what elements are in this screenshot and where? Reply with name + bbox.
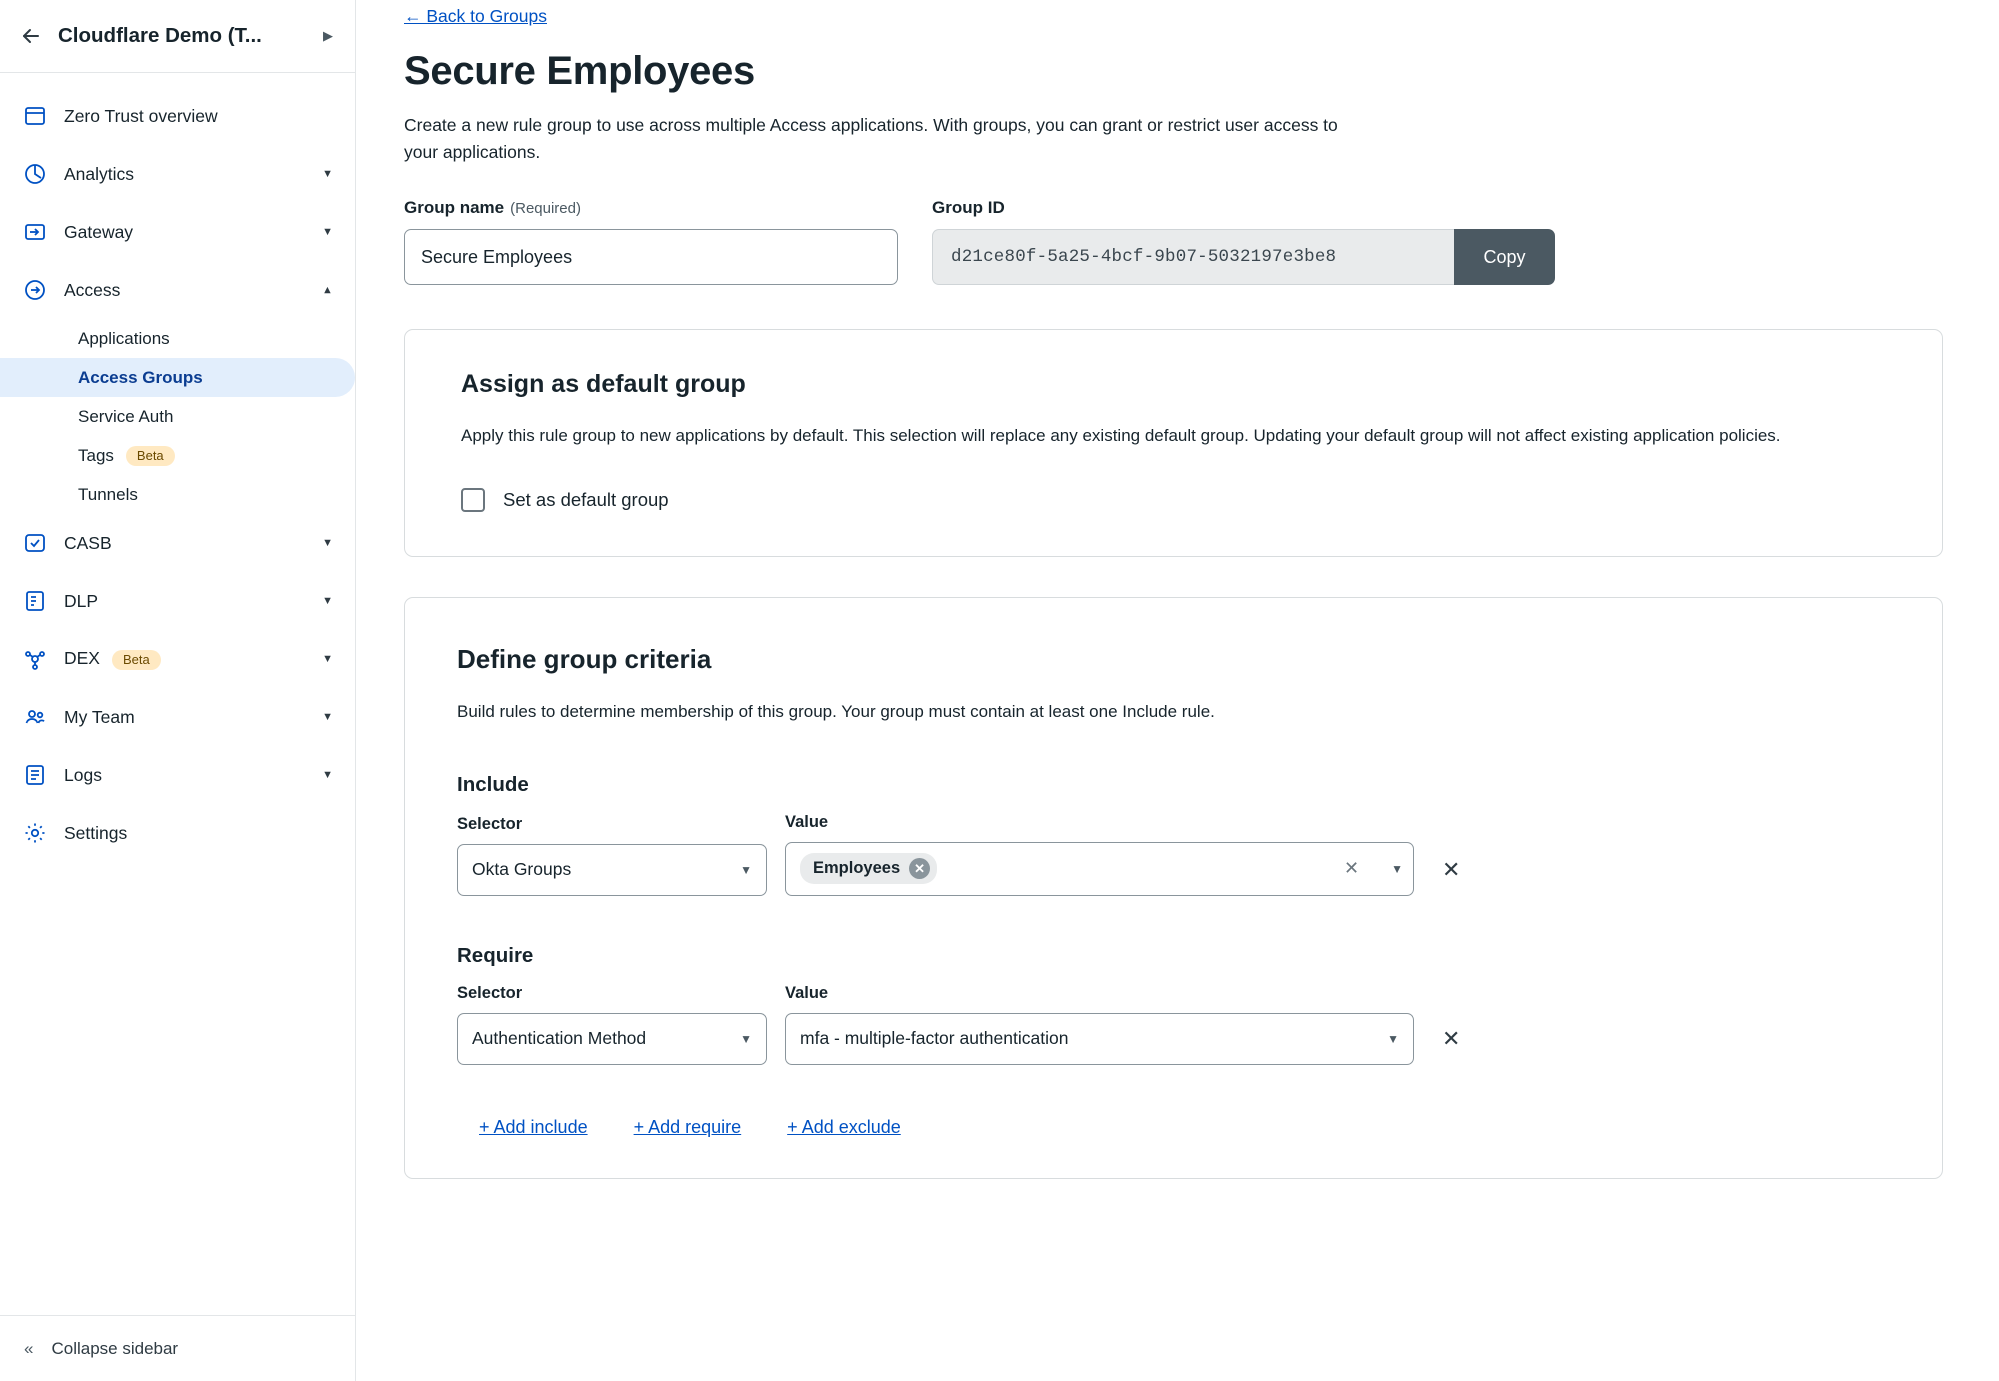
require-rule-row — [457, 984, 1898, 1065]
include-rule-row — [457, 813, 1898, 896]
team-icon — [22, 704, 48, 730]
sidebar-item-label: Analytics — [64, 163, 135, 184]
sidebar-item-analytics[interactable] — [0, 145, 355, 203]
include-value-multiselect[interactable] — [785, 842, 1414, 896]
chevron-down-icon[interactable]: ▼ — [322, 769, 333, 781]
page-description: Create a new rule group to use across multiple Access applications. With groups, you can grant or restrict user access to your applications. — [404, 115, 1338, 163]
sidebar-item-label: DEX Beta — [64, 648, 306, 669]
chevron-down-icon: ▼ — [740, 862, 752, 877]
set-default-group-checkbox[interactable] — [461, 488, 485, 512]
casb-icon — [22, 530, 48, 556]
require-value-wrap — [785, 984, 1414, 1065]
group-identity-row — [404, 198, 1943, 285]
remove-require-rule-button[interactable]: ✕ — [1442, 1025, 1461, 1051]
chevron-down-icon[interactable]: ▼ — [322, 711, 333, 723]
sidebar-item-applications[interactable] — [0, 319, 355, 358]
account-name: Cloudflare Demo (T... — [58, 24, 262, 47]
copy-button[interactable]: Copy — [1454, 229, 1555, 285]
arrow-left-icon[interactable] — [18, 23, 44, 49]
sidebar-item-service-auth[interactable] — [0, 397, 355, 436]
add-exclude-link[interactable]: + Add exclude — [787, 1116, 901, 1137]
require-selector-wrap — [457, 984, 767, 1065]
sidebar-item-dlp[interactable] — [0, 572, 355, 630]
include-selector-dropdown[interactable] — [457, 844, 767, 896]
chevron-down-icon[interactable]: ▼ — [322, 595, 333, 607]
include-section-title: Include — [457, 772, 529, 796]
sidebar-item-access-groups[interactable] — [0, 358, 355, 397]
required-hint: (Required) — [510, 200, 581, 218]
group-id-value: d21ce80f-5a25-4bcf-9b07-5032197e3be8 — [932, 229, 1454, 285]
include-value-wrap — [785, 813, 1414, 896]
sidebar-item-casb[interactable] — [0, 514, 355, 572]
sidebar-item-my-team[interactable] — [0, 688, 355, 746]
collapse-sidebar-button[interactable] — [0, 1315, 355, 1381]
group-id-field-wrap — [932, 198, 1555, 285]
set-default-group-label: Set as default group — [503, 488, 669, 510]
chevron-down-icon[interactable]: ▼ — [322, 537, 333, 549]
value-chip-label: Employees — [813, 859, 901, 878]
sidebar-subitem-label: Tunnels — [78, 484, 138, 504]
sidebar-item-label: My Team — [64, 706, 135, 727]
add-rule-links — [457, 1117, 1898, 1138]
close-icon[interactable]: ✕ — [909, 858, 930, 879]
sidebar-subitem-label: Service Auth — [78, 406, 174, 426]
sidebar — [0, 0, 356, 1381]
require-selector-dropdown[interactable] — [457, 1013, 767, 1065]
access-icon — [22, 277, 48, 303]
sidebar-item-label: Access — [64, 279, 121, 300]
value-chip[interactable] — [800, 853, 937, 884]
logs-icon — [22, 762, 48, 788]
sidebar-subitem-label: Tags — [78, 445, 114, 465]
sidebar-account-header[interactable] — [0, 0, 355, 73]
card-description: Build rules to determine membership of this group. Your group must contain at least one Include rule. — [457, 701, 1215, 721]
dlp-icon — [22, 588, 48, 614]
sidebar-item-tags[interactable] — [0, 436, 355, 475]
sidebar-item-logs[interactable] — [0, 746, 355, 804]
chevron-down-icon[interactable]: ▼ — [322, 168, 333, 180]
sidebar-item-label: DLP — [64, 590, 99, 611]
card-title: Assign as default group — [461, 370, 746, 399]
sidebar-item-zero-trust-overview[interactable] — [0, 87, 355, 145]
collapse-sidebar-label: Collapse sidebar — [51, 1338, 179, 1358]
require-value-label: Value — [785, 983, 829, 1002]
chevron-down-icon: ▼ — [740, 1031, 752, 1046]
chevron-right-icon[interactable]: ▶ — [323, 28, 333, 43]
sidebar-item-label: Logs — [64, 764, 102, 785]
sidebar-item-label: Settings — [64, 822, 128, 843]
gear-icon — [22, 820, 48, 846]
include-selector-wrap — [457, 815, 767, 896]
sidebar-subitem-label: Access Groups — [78, 367, 203, 387]
sidebar-item-label: Zero Trust overview — [64, 105, 218, 126]
analytics-icon — [22, 161, 48, 187]
group-name-input[interactable] — [404, 229, 898, 285]
sidebar-item-label: Gateway — [64, 221, 134, 242]
add-include-link[interactable]: + Add include — [479, 1116, 588, 1137]
dex-icon — [22, 646, 48, 672]
include-value-label: Value — [785, 812, 829, 831]
chevron-down-icon[interactable]: ▼ — [1391, 861, 1403, 876]
require-value-value: mfa - multiple-factor authentication — [800, 1028, 1069, 1049]
overview-icon — [22, 103, 48, 129]
set-default-group-row[interactable] — [461, 488, 1898, 512]
sidebar-item-tunnels[interactable] — [0, 475, 355, 514]
status-badge: Beta — [112, 650, 161, 670]
card-description: Apply this rule group to new applications by default. This selection will replace any existing default group. Updating your default group will not affect existing application policies. — [461, 426, 1781, 446]
add-require-link[interactable]: + Add require — [633, 1116, 742, 1137]
include-selector-value: Okta Groups — [472, 859, 572, 880]
sidebar-item-access[interactable] — [0, 261, 355, 319]
require-selector-value: Authentication Method — [472, 1028, 647, 1049]
back-to-groups-link[interactable]: ← Back to Groups — [404, 6, 547, 26]
double-chevron-left-icon: « — [24, 1338, 34, 1358]
sidebar-subitem-label: Applications — [78, 328, 170, 348]
group-name-label: Group name (Required) — [404, 198, 581, 218]
define-group-criteria-card — [404, 597, 1943, 1179]
require-value-dropdown[interactable] — [785, 1013, 1414, 1065]
sidebar-nav — [0, 73, 355, 1315]
sidebar-item-dex[interactable] — [0, 630, 355, 688]
card-title: Define group criteria — [457, 643, 712, 674]
include-selector-label: Selector — [457, 814, 523, 833]
main-content — [356, 0, 1999, 1381]
sidebar-item-settings[interactable] — [0, 804, 355, 862]
chevron-down-icon: ▼ — [1387, 1031, 1399, 1046]
require-selector-label: Selector — [457, 983, 523, 1002]
gateway-icon — [22, 219, 48, 245]
chevron-down-icon[interactable]: ▼ — [322, 226, 333, 238]
status-badge: Beta — [126, 446, 175, 466]
sidebar-item-gateway[interactable] — [0, 203, 355, 261]
require-section-title: Require — [457, 943, 534, 967]
group-name-field-wrap — [404, 198, 898, 285]
chevron-up-icon[interactable]: ▼ — [322, 284, 333, 296]
clear-icon[interactable]: ✕ — [1344, 858, 1360, 879]
group-id-label: Group ID — [932, 198, 1005, 218]
remove-include-rule-button[interactable]: ✕ — [1442, 856, 1461, 882]
chevron-down-icon[interactable]: ▼ — [322, 653, 333, 665]
assign-default-group-card — [404, 329, 1943, 556]
sidebar-item-label: CASB — [64, 532, 112, 553]
page-title: Secure Employees — [404, 49, 755, 93]
